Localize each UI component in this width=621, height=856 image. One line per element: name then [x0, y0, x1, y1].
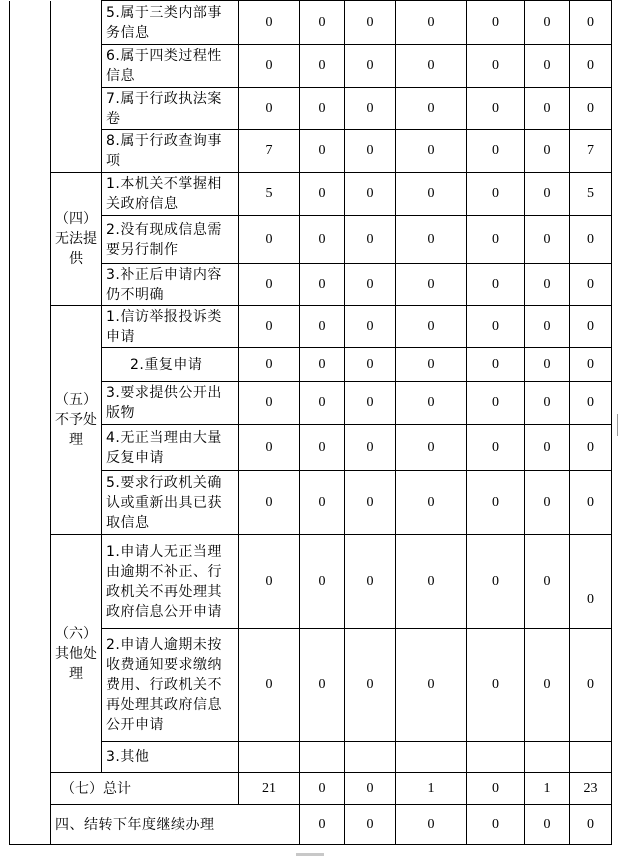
cell-value: 0 — [467, 45, 525, 88]
cell-value: 0 — [570, 425, 612, 471]
cell-value: 0 — [525, 348, 570, 382]
cell-value: 0 — [525, 130, 570, 173]
cell-value: 0 — [467, 805, 525, 845]
cell-value: 0 — [300, 629, 345, 742]
cell-value: 0 — [239, 216, 300, 264]
cell-value: 0 — [467, 130, 525, 173]
cell-value: 0 — [396, 88, 467, 130]
cell-value: 0 — [239, 425, 300, 471]
cell-value — [467, 742, 525, 773]
cell-value: 0 — [570, 306, 612, 348]
cell-value: 0 — [345, 805, 396, 845]
cell-value: 0 — [525, 382, 570, 425]
table-body — [10, 1, 612, 845]
cell-value: 0 — [300, 45, 345, 88]
cell-value: 0 — [300, 348, 345, 382]
cell-value: 0 — [300, 805, 345, 845]
row-label: 5.要求行政机关确认或重新出具已获取信息 — [102, 471, 239, 535]
table-row — [10, 1, 612, 45]
cell-value: 0 — [300, 1, 345, 45]
cell-value: 0 — [570, 88, 612, 130]
cell-value: 0 — [525, 173, 570, 216]
row-label: 4.无正当理由大量反复申请 — [102, 425, 239, 471]
cell-value: 5 — [570, 173, 612, 216]
cell-value: 0 — [570, 382, 612, 425]
cell-value: 0 — [396, 306, 467, 348]
cell-value: 0 — [570, 216, 612, 264]
cell-value: 0 — [467, 382, 525, 425]
cell-value: 0 — [345, 306, 396, 348]
row-label: 1.信访举报投诉类申请 — [102, 306, 239, 348]
cell-value: 0 — [345, 173, 396, 216]
cell-value: 0 — [300, 382, 345, 425]
cell-value: 0 — [570, 629, 612, 742]
cell-value — [525, 742, 570, 773]
cell-value: 0 — [345, 1, 396, 45]
group-6-label: （六）其他处理 — [51, 535, 102, 773]
table-row — [10, 173, 612, 216]
cell-value: 0 — [525, 306, 570, 348]
cell-value: 0 — [239, 88, 300, 130]
cell-value: 0 — [345, 130, 396, 173]
cell-value: 0 — [396, 45, 467, 88]
cell-value: 0 — [467, 88, 525, 130]
cell-value: 7 — [239, 130, 300, 173]
row-label: 2.没有现成信息需要另行制作 — [102, 216, 239, 264]
cell-value — [239, 742, 300, 773]
cell-value: 0 — [239, 264, 300, 306]
group-label-cell — [51, 1, 102, 173]
total-row — [10, 773, 612, 805]
row-label: 2.申请人逾期未按收费通知要求缴纳费用、行政机关不再处理其政府信息公开申请 — [102, 629, 239, 742]
cell-value — [300, 742, 345, 773]
cell-value: 0 — [239, 471, 300, 535]
table-row — [10, 306, 612, 348]
total-label: （七）总计 — [51, 773, 239, 805]
cell-value: 0 — [300, 264, 345, 306]
cell-value: 0 — [525, 88, 570, 130]
cell-value: 0 — [300, 535, 345, 629]
cell-value: 0 — [570, 471, 612, 535]
cell-value: 0 — [525, 425, 570, 471]
cell-value: 21 — [239, 773, 300, 805]
cell-value: 0 — [525, 264, 570, 306]
cell-value: 0 — [396, 629, 467, 742]
cell-value: 0 — [300, 88, 345, 130]
cell-value: 0 — [467, 471, 525, 535]
row-label: 5.属于三类内部事务信息 — [102, 1, 239, 45]
cell-value: 0 — [525, 535, 570, 629]
cell-value — [345, 742, 396, 773]
cell-value: 1 — [396, 773, 467, 805]
statistics-table — [9, 0, 612, 845]
row-label: 6.属于四类过程性信息 — [102, 45, 239, 88]
table-row — [10, 535, 612, 629]
cell-value: 0 — [300, 130, 345, 173]
cell-value: 0 — [345, 425, 396, 471]
cell-value: 0 — [345, 45, 396, 88]
cell-value: 0 — [239, 306, 300, 348]
cell-value: 0 — [570, 535, 612, 629]
group-5-label: （五）不予处理 — [51, 306, 102, 535]
cell-value: 0 — [467, 306, 525, 348]
cell-value: 23 — [570, 773, 612, 805]
cell-value: 0 — [300, 306, 345, 348]
cell-value: 0 — [525, 45, 570, 88]
cell-value: 5 — [239, 173, 300, 216]
cell-value: 0 — [570, 805, 612, 845]
cell-value: 0 — [345, 348, 396, 382]
cell-value: 0 — [396, 264, 467, 306]
cell-value: 0 — [239, 629, 300, 742]
row-label: 3.其他 — [102, 742, 239, 773]
cell-value: 0 — [300, 216, 345, 264]
cell-value: 0 — [467, 535, 525, 629]
cell-value: 0 — [345, 88, 396, 130]
cell-value: 1 — [525, 773, 570, 805]
cell-value: 0 — [345, 535, 396, 629]
cell-value: 0 — [467, 264, 525, 306]
cell-value: 0 — [300, 773, 345, 805]
cell-value: 0 — [300, 425, 345, 471]
cell-value: 0 — [467, 773, 525, 805]
cell-value: 0 — [345, 382, 396, 425]
cell-value: 0 — [525, 1, 570, 45]
cell-value: 0 — [396, 216, 467, 264]
cell-value: 0 — [396, 348, 467, 382]
carry-over-row — [10, 805, 612, 845]
cell-value: 0 — [345, 471, 396, 535]
cell-value: 0 — [345, 773, 396, 805]
row-label: 3.补正后申请内容仍不明确 — [102, 264, 239, 306]
cell-value: 0 — [396, 535, 467, 629]
cell-value: 0 — [239, 348, 300, 382]
row-label: 3.要求提供公开出版物 — [102, 382, 239, 425]
cell-value: 0 — [525, 805, 570, 845]
cell-value: 0 — [570, 1, 612, 45]
cell-value: 0 — [467, 425, 525, 471]
row-label: 2.重复申请 — [102, 348, 239, 382]
cell-value — [570, 742, 612, 773]
cell-value: 0 — [345, 216, 396, 264]
cell-value: 0 — [396, 425, 467, 471]
cell-value: 0 — [239, 535, 300, 629]
group-4-label: （四）无法提供 — [51, 173, 102, 306]
cell-value: 0 — [300, 173, 345, 216]
cell-value: 0 — [525, 471, 570, 535]
cell-value: 0 — [239, 382, 300, 425]
row-label: 1.申请人无正当理由逾期不补正、行政机关不再处理其政府信息公开申请 — [102, 535, 239, 629]
cell-value: 0 — [239, 1, 300, 45]
cell-value: 0 — [525, 216, 570, 264]
cell-value: 7 — [570, 130, 612, 173]
cell-value: 0 — [467, 348, 525, 382]
cell-value: 0 — [345, 264, 396, 306]
cell-value: 0 — [467, 216, 525, 264]
cell-value: 0 — [467, 1, 525, 45]
cell-value: 0 — [570, 264, 612, 306]
row-label: 7.属于行政执法案卷 — [102, 88, 239, 130]
cell-value: 0 — [396, 805, 467, 845]
cell-value: 0 — [396, 1, 467, 45]
cell-value: 0 — [570, 348, 612, 382]
carry-over-label: 四、结转下年度继续办理 — [51, 805, 300, 845]
outer-label-cell — [10, 1, 51, 845]
cell-value: 0 — [345, 629, 396, 742]
cell-value: 0 — [300, 471, 345, 535]
cell-value: 0 — [396, 471, 467, 535]
row-label: 1.本机关不掌握相关政府信息 — [102, 173, 239, 216]
cell-value: 0 — [239, 45, 300, 88]
cell-value: 0 — [467, 629, 525, 742]
cell-value: 0 — [396, 382, 467, 425]
cell-value: 0 — [396, 130, 467, 173]
cell-value: 0 — [570, 45, 612, 88]
scroll-handle[interactable] — [617, 414, 621, 436]
cell-value: 0 — [467, 173, 525, 216]
cell-value: 0 — [396, 173, 467, 216]
cell-value: 0 — [525, 629, 570, 742]
row-label: 8.属于行政查询事项 — [102, 130, 239, 173]
cell-value — [396, 742, 467, 773]
